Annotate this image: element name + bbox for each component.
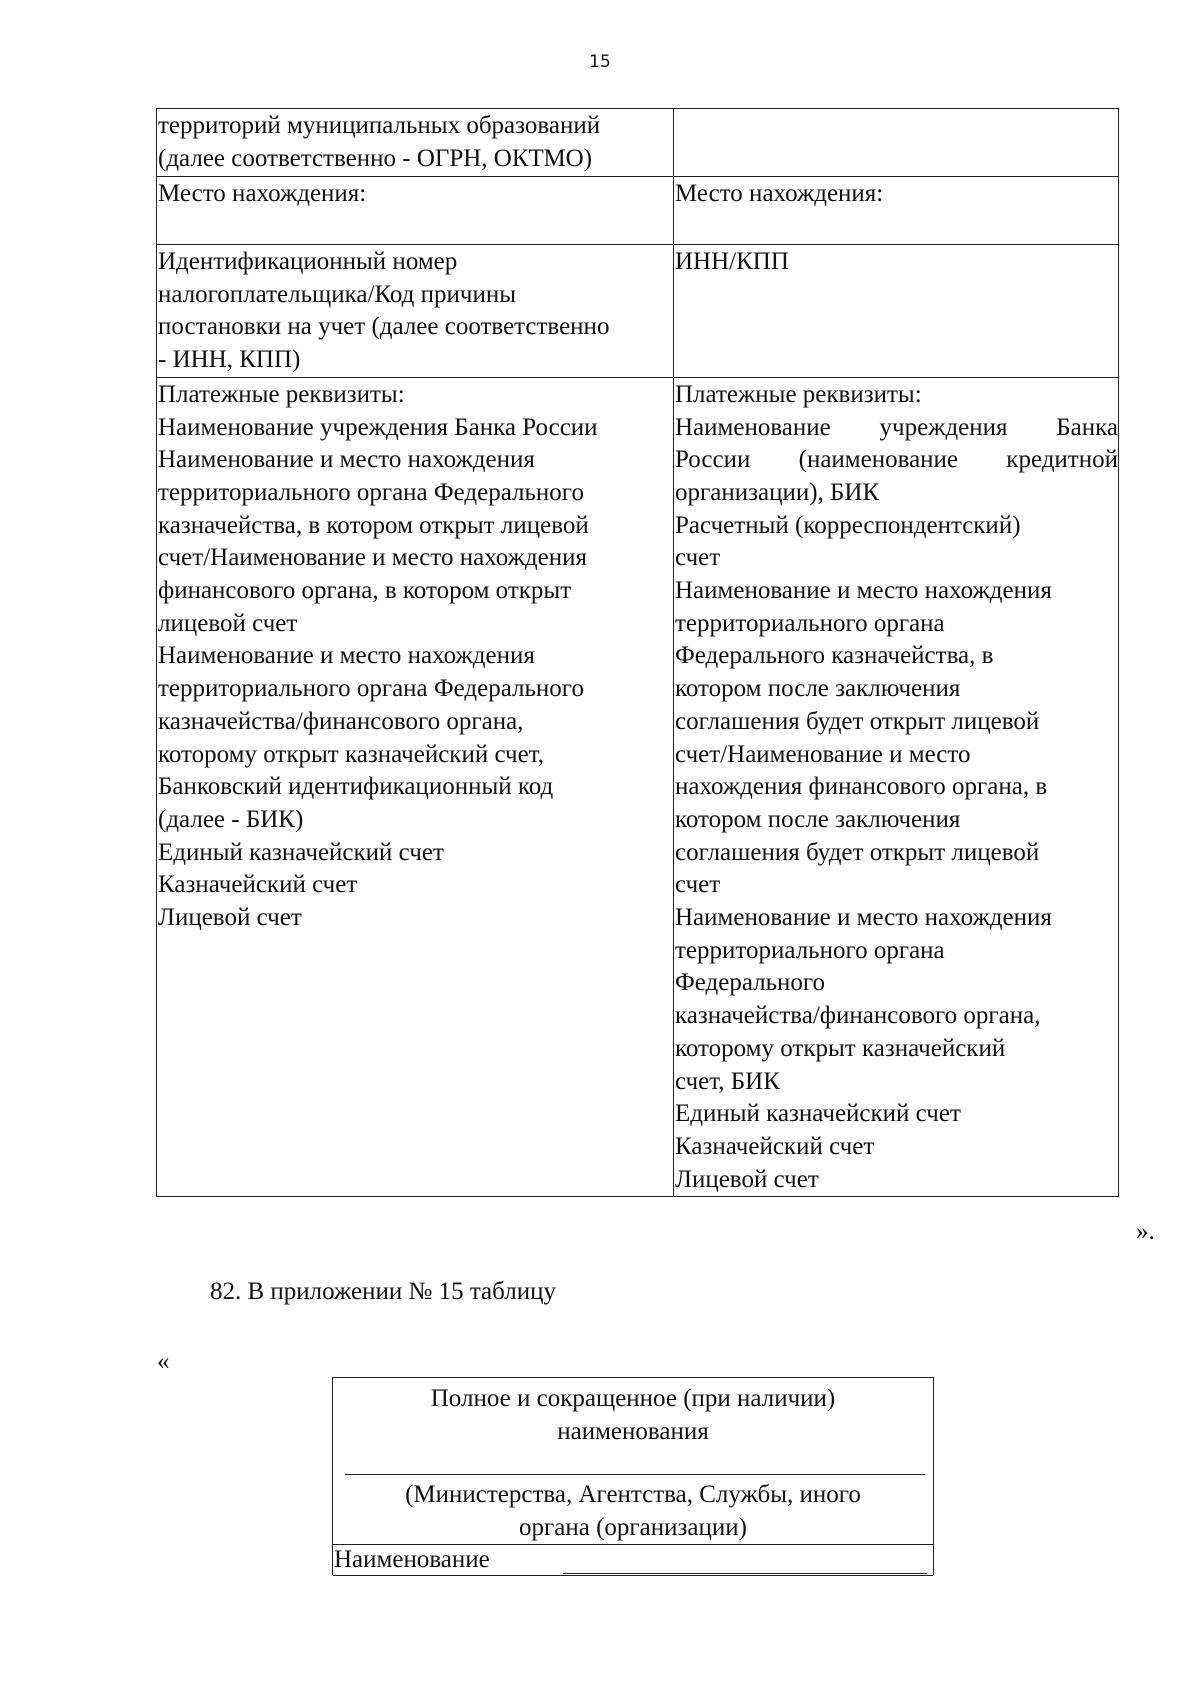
cell-line: Лицевой счет [675, 1165, 819, 1193]
box-name-row [333, 1544, 933, 1576]
cell-line: котором после заключения [675, 675, 961, 703]
cell-line: ИНН/КПП [675, 248, 789, 275]
cell-line: Федерального [675, 969, 826, 997]
cell-line: лицевой счет [158, 609, 298, 637]
page-number: 15 [589, 52, 611, 72]
table-row [157, 245, 1119, 378]
box-subcaption [333, 1478, 933, 1544]
cell-line: которому открыт казначейский счет, [158, 740, 545, 768]
name-fill-line [563, 1573, 927, 1574]
cell-line: - ИНН, КПП) [158, 346, 301, 374]
cell-line: казначейства/финансового органа, [675, 1002, 1041, 1030]
cell-line: постановки на учет (далее соответственно [158, 313, 610, 341]
cell-line: соглашения будет открыт лицевой [675, 838, 1040, 866]
cell-line: (далее - БИК) [158, 805, 304, 833]
cell-right [674, 245, 1119, 378]
cell-line: Единый казначейский счет [675, 1100, 961, 1128]
cell-line: счет/Наименование и место нахождения [158, 544, 587, 572]
box-subcaption-line: (Министерства, Агентства, Службы, иного [405, 1481, 861, 1508]
box-heading-line: наименования [557, 1418, 709, 1445]
cell-line: территориального органа Федерального [158, 675, 584, 703]
box-subcaption-line: органа (организации) [519, 1514, 747, 1541]
cell-left [157, 109, 674, 177]
paragraph-82: 82. В приложении № 15 таблицу [210, 1278, 556, 1305]
cell-line: нахождения финансового органа, в [675, 773, 1048, 801]
cell-line: Единый казначейский счет [158, 838, 444, 866]
cell-line: Банковский идентификационный код [158, 773, 554, 801]
cell-right [674, 177, 1119, 245]
cell-line: Казначейский счет [675, 1132, 875, 1160]
cell-line: Наименование и место нахождения [158, 642, 535, 670]
cell-line: счет [675, 544, 721, 572]
table-row [157, 177, 1119, 245]
cell-line: Федерального казначейства, в [675, 642, 994, 670]
cell-line: счет, БИК [675, 1067, 780, 1095]
cell-line: казначейства, в котором открыт лицевой [158, 511, 589, 539]
closing-quote: ». [1136, 1218, 1155, 1245]
cell-line: (далее соответственно - ОГРН, ОКТМО) [158, 144, 593, 172]
cell-right [674, 377, 1119, 1197]
cell-left [157, 377, 674, 1197]
cell-line: котором после заключения [675, 805, 961, 833]
cell-line: Наименование и место нахождения [675, 904, 1052, 932]
cell-line: Лицевой счет [158, 904, 302, 932]
cell-line: счет [675, 871, 721, 899]
cell-line: организации), БИК [675, 478, 880, 506]
cell-line: Наименование учреждения Банка [675, 413, 1118, 441]
cell-line: Расчетный (корреспондентский) [675, 511, 1021, 539]
name-label: Наименование [334, 1546, 490, 1573]
cell-line: Наименование и место нахождения [158, 446, 535, 474]
cell-right [674, 109, 1119, 177]
cell-line: счет/Наименование и место [675, 740, 971, 768]
box-heading [333, 1378, 933, 1448]
cell-line: Место нахождения: [158, 180, 367, 207]
cell-left [157, 177, 674, 245]
cell-line: России (наименование кредитной [675, 446, 1118, 474]
cell-line: Платежные реквизиты: [675, 380, 922, 408]
cell-line: Платежные реквизиты: [158, 380, 405, 408]
cell-line: территориального органа [675, 609, 945, 637]
cell-left [157, 245, 674, 378]
requisites-table [156, 108, 1119, 1197]
table-row [157, 377, 1119, 1197]
cell-line: Наименование учреждения Банка России [158, 413, 598, 441]
cell-line: территорий муниципальных образований [158, 112, 601, 139]
cell-line: казначейства/финансового органа, [158, 707, 524, 735]
cell-line: Идентификационный номер [158, 248, 458, 275]
fill-in-rule [345, 1474, 925, 1475]
cell-line: налогоплательщика/Код причины [158, 280, 517, 308]
cell-line: Казначейский счет [158, 871, 358, 899]
cell-line: территориального органа [675, 936, 945, 964]
form-header-box [332, 1377, 934, 1575]
cell-line: территориального органа Федерального [158, 478, 584, 506]
box-heading-line: Полное и сокращенное (при наличии) [430, 1385, 836, 1412]
table-row [157, 109, 1119, 177]
opening-quote: « [157, 1348, 170, 1375]
cell-line: которому открыт казначейский [675, 1034, 1006, 1062]
cell-line: Место нахождения: [675, 180, 884, 207]
cell-line: соглашения будет открыт лицевой [675, 707, 1040, 735]
cell-line: финансового органа, в котором открыт [158, 577, 572, 605]
cell-line: Наименование и место нахождения [675, 577, 1052, 605]
